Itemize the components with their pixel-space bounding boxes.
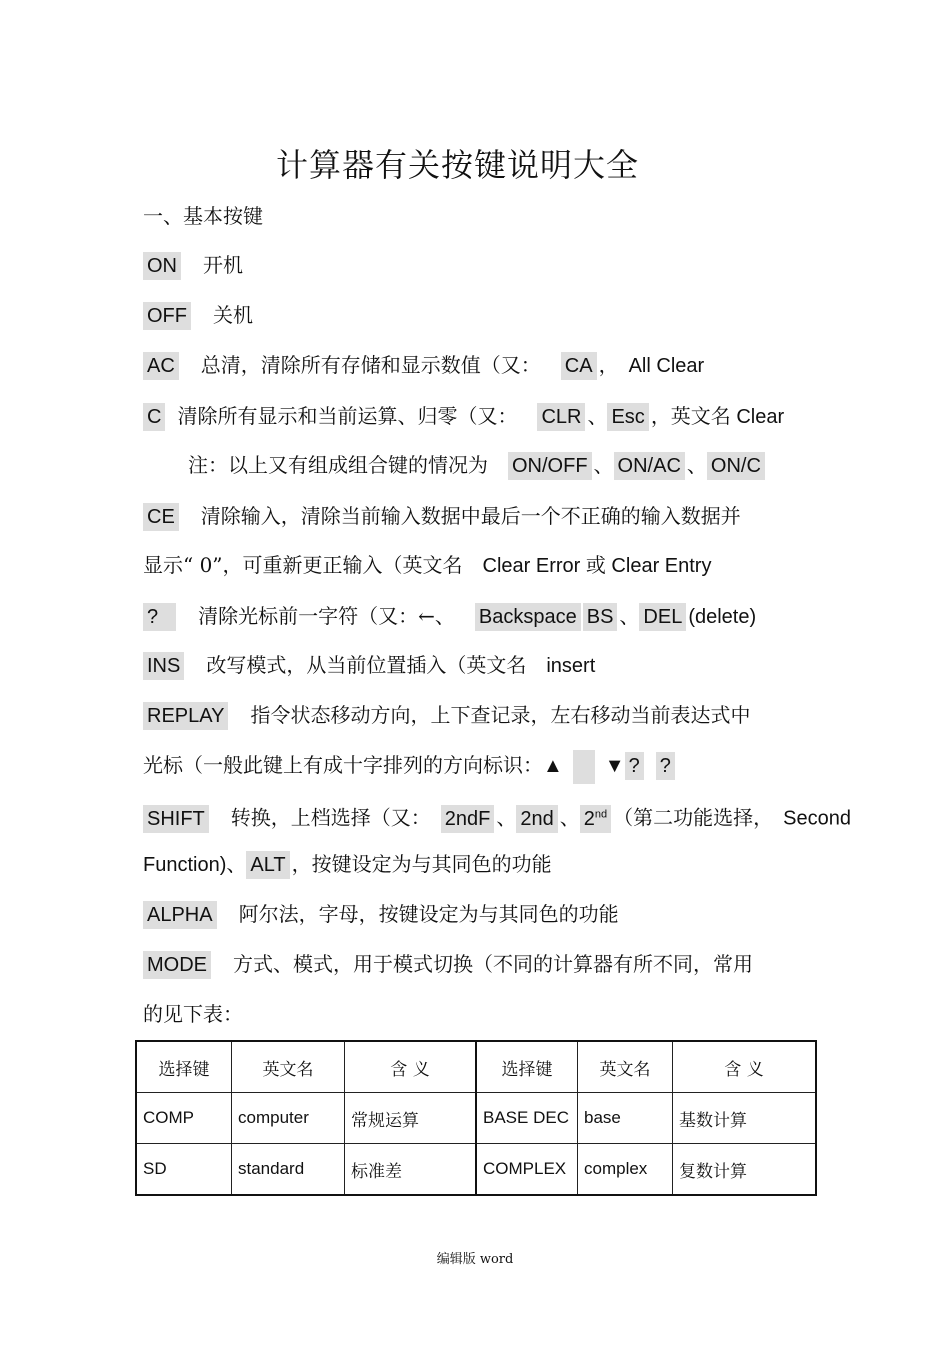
table-cell: standard xyxy=(232,1144,345,1196)
line-ac xyxy=(143,349,863,381)
line-replay-cont xyxy=(143,749,863,781)
table-header-cell: 含 义 xyxy=(345,1041,477,1093)
table-cell: BASE DEC xyxy=(476,1093,578,1144)
table-header-cell: 英文名 xyxy=(578,1041,673,1093)
key-ca: CA xyxy=(561,352,597,380)
table-header-cell: 选择键 xyxy=(136,1041,232,1093)
off-desc: 关机 xyxy=(213,303,253,327)
replay-desc: 指令状态移动方向，上下查记录，左右移动当前表达式中 xyxy=(250,703,751,727)
key-on-ac: ON/AC xyxy=(614,452,685,480)
arrow-up-icon: ▲ xyxy=(543,755,563,777)
key-on: ON xyxy=(143,252,181,280)
key-2nd: 2nd xyxy=(516,805,557,833)
table-cell: COMP xyxy=(136,1093,232,1144)
key-ins: INS xyxy=(143,652,184,680)
arrow-down-icon: ▼ xyxy=(604,755,625,777)
bs-desc: 清除光标前一字符（又：←、 xyxy=(198,604,455,628)
bs-tail: (delete) xyxy=(688,606,757,628)
key-2nd-sup-mark: nd xyxy=(594,808,608,820)
ce-desc: 清除输入，清除当前输入数据中最后一个不正确的输入数据并 xyxy=(200,504,741,528)
mode-table-right xyxy=(475,1040,817,1196)
key-ce: CE xyxy=(143,503,179,531)
ac-english: All Clear xyxy=(628,355,705,377)
table-header-cell: 选择键 xyxy=(476,1041,578,1093)
key-bs: BS xyxy=(583,603,618,631)
line-ins xyxy=(143,649,863,681)
table-header-cell: 含 义 xyxy=(673,1041,817,1093)
table-cell: computer xyxy=(232,1093,345,1144)
line-off xyxy=(143,299,863,331)
mode-tables xyxy=(135,1040,817,1194)
ins-desc: 改写模式，从当前位置插入（英文名 xyxy=(206,653,527,677)
key-question: ? xyxy=(143,603,176,631)
key-esc: Esc xyxy=(607,403,648,431)
line-ce-cont xyxy=(143,549,863,581)
on-desc: 开机 xyxy=(203,253,243,277)
line-mode-cont: 的见下表： xyxy=(143,1002,243,1026)
note-desc: 注：以上又有组成组合键的情况为 xyxy=(188,453,488,477)
alt-desc: ，按键设定为与其同色的功能 xyxy=(291,852,552,876)
table-row xyxy=(476,1144,816,1196)
table-cell: base xyxy=(578,1093,673,1144)
note-sep1: 、 xyxy=(593,453,614,477)
table-row xyxy=(136,1144,476,1196)
table-cell: SD xyxy=(136,1144,232,1196)
shift-english: Second xyxy=(783,807,851,830)
line-on xyxy=(143,249,863,281)
key-clr: CLR xyxy=(537,403,585,431)
line-mode xyxy=(143,948,863,980)
key-2ndf: 2ndF xyxy=(441,805,495,833)
line-shift xyxy=(143,798,863,830)
arrow-right-key: ? xyxy=(656,752,675,780)
table-cell: complex xyxy=(578,1144,673,1196)
table-header-row xyxy=(136,1041,476,1093)
c-english: ，英文名 Clear xyxy=(650,406,785,428)
key-replay: REPLAY xyxy=(143,702,228,730)
key-alpha: ALPHA xyxy=(143,901,217,929)
key-del: DEL xyxy=(639,603,686,631)
line-note xyxy=(188,449,908,481)
shift-desc: 转换，上档选择（又： xyxy=(230,805,431,830)
shift-sep2: 、 xyxy=(559,805,580,830)
line-shift-cont xyxy=(143,848,863,880)
table-cell: 复数计算 xyxy=(673,1144,817,1196)
table-header-row xyxy=(476,1041,816,1093)
table-cell: COMPLEX xyxy=(476,1144,578,1196)
mode-table-left xyxy=(135,1040,477,1196)
key-on-c: ON/C xyxy=(707,452,765,480)
key-c: C xyxy=(143,403,165,431)
line-alpha xyxy=(143,898,863,930)
table-row xyxy=(476,1093,816,1144)
shift-sep1: 、 xyxy=(496,805,517,830)
ac-sep: ， xyxy=(598,353,619,377)
table-cell: 常规运算 xyxy=(345,1093,477,1144)
shift-cont: Function)、 xyxy=(143,854,247,876)
ce-english: Clear Error 或 Clear Entry xyxy=(482,555,712,577)
c-sep: 、 xyxy=(587,404,608,428)
key-ac: AC xyxy=(143,352,179,380)
key-alt: ALT xyxy=(246,851,289,879)
key-off: OFF xyxy=(143,302,191,330)
table-cell: 标准差 xyxy=(345,1144,477,1196)
c-desc: 清除所有显示和当前运算、归零（又： xyxy=(177,404,518,428)
blank-key-shade xyxy=(573,750,595,784)
table-cell: 基数计算 xyxy=(673,1093,817,1144)
ins-english: insert xyxy=(546,655,596,677)
replay-cont: 光标（一般此键上有成十字排列的方向标识： xyxy=(143,753,543,777)
table-header-cell: 英文名 xyxy=(232,1041,345,1093)
key-2nd-sup-base: 2 xyxy=(583,807,595,830)
ce-cont: 显示“ 0”，可重新更正输入（英文名 xyxy=(143,553,463,577)
key-2nd-sup xyxy=(580,805,611,833)
alpha-desc: 阿尔法，字母，按键设定为与其同色的功能 xyxy=(238,902,619,926)
line-backspace xyxy=(143,600,863,632)
bs-sep: 、 xyxy=(619,604,640,628)
key-on-off: ON/OFF xyxy=(508,452,592,480)
line-replay xyxy=(143,699,863,731)
key-mode: MODE xyxy=(143,951,211,979)
line-c xyxy=(143,400,863,432)
shift-tail: （第二功能选择， xyxy=(613,805,774,830)
page-title: 计算器有关按键说明大全 xyxy=(275,146,639,184)
section-heading: 一、基本按键 xyxy=(143,204,263,228)
note-sep2: 、 xyxy=(686,453,707,477)
arrow-left-key: ? xyxy=(625,752,644,780)
ac-desc: 总清，清除所有存储和显示数值（又： xyxy=(200,353,541,377)
line-ce xyxy=(143,500,863,532)
key-backspace: Backspace xyxy=(475,603,581,631)
key-shift: SHIFT xyxy=(143,805,209,833)
page-footer: 编辑版 word xyxy=(436,1252,514,1267)
mode-desc: 方式、模式，用于模式切换（不同的计算器有所不同，常用 xyxy=(233,952,753,976)
table-row xyxy=(136,1093,476,1144)
